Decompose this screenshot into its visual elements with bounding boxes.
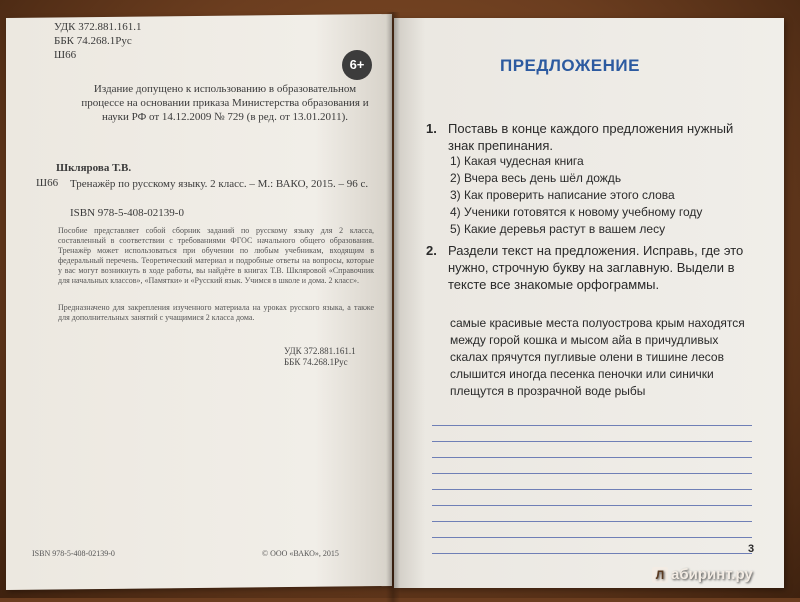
list-item: 5) Какие деревья растут в вашем лесу (450, 222, 666, 236)
list-item: 3) Как проверить написание этого слова (450, 188, 675, 202)
footer-copyright: © ООО «ВАКО», 2015 (262, 549, 339, 558)
udc-code: УДК 372.881.161.1 (54, 21, 142, 33)
book-gutter (386, 12, 400, 602)
bbk-code: ББК 74.268.1Рус (54, 35, 132, 47)
isbn: ISBN 978-5-408-02139-0 (70, 207, 184, 219)
watermark-text: абиринт.ру (671, 566, 753, 583)
approval-notice: Издание допущено к использованию в образовательном процессе на основании приказа Министерства образования и науки РФ от 14.12.2009 № 729 (в ред. от 13.01.2011). (81, 83, 369, 123)
task-2 (426, 242, 746, 293)
footer-isbn: ISBN 978-5-408-02139-0 (32, 549, 115, 558)
codes-repeat (284, 346, 356, 368)
writing-line[interactable] (432, 426, 752, 442)
task-1-number: 1. (426, 121, 437, 136)
writing-line[interactable] (432, 522, 752, 538)
writing-line[interactable] (432, 410, 752, 426)
author-name: Шклярова Т.В. (56, 162, 132, 174)
task-2-number: 2. (426, 243, 437, 258)
task-2-text: Раздели текст на предложения. Исправь, где это нужно, строчную букву на заглавную. Выдели в тексте все знакомые орфограммы. (448, 243, 744, 292)
list-item: 2) Вчера весь день шёл дождь (450, 171, 622, 185)
annotation-purpose: Предназначено для закрепления изученного материала на уроках русского языка, а также для дополнительных занятий с учащимися 2 класса дома. (58, 303, 374, 322)
udc-block (54, 20, 142, 62)
udc-code-repeat: УДК 372.881.161.1 (284, 346, 356, 356)
annotation: Пособие представляет собой сборник заданий по русскому языку для 2 класса, составленный в соответствии с требованиями ФГОС начального общего образования. Тренажёр может использоваться при обучении по любым учебникам, входящим в федеральный перечень. Теоретический материал и подробные ответы на вопросы, которые у вас могут возникнуть в ходе работы, вы найдёте в книгах Т.В. Шкляровой «Справочник для начальных классов», «Памятки» и «Русский язык. Учимся в школе и дома. 2 класс». (58, 226, 374, 285)
bbk-code-repeat: ББК 74.268.1Рус (284, 357, 348, 367)
writing-line[interactable] (432, 458, 752, 474)
watermark (652, 566, 753, 583)
task-1-text: Поставь в конце каждого предложения нужный знак препинания. (448, 121, 734, 153)
age-rating-badge: 6+ (342, 50, 372, 80)
labirint-logo-icon: Л (652, 567, 668, 583)
page-title: ПРЕДЛОЖЕНИЕ (500, 56, 640, 75)
writing-line[interactable] (432, 442, 752, 458)
task-1 (426, 120, 746, 154)
writing-lines[interactable] (432, 410, 752, 545)
task-1-items (450, 153, 702, 238)
writing-line[interactable] (432, 490, 752, 506)
writing-line[interactable] (432, 506, 752, 522)
author-mark: Ш66 (54, 49, 77, 61)
biblio-code: Ш66 (36, 177, 59, 189)
list-item: 1) Какая чудесная книга (450, 154, 584, 168)
list-item: 4) Ученики готовятся к новому учебному году (450, 205, 703, 219)
bibliographic-record: Тренажёр по русскому языку. 2 класс. – М.: ВАКО, 2015. – 96 с. (70, 178, 369, 190)
writing-line[interactable] (432, 538, 755, 555)
task-2-passage: самые красивые места полуострова крым находятся между горой кошка и мысом айа в причудливых скалах прячутся пугливые олени в тишине лесов слышится иногда песенка пеночки или синички плещутся в прозрачной воде рыбы (450, 316, 745, 398)
page-number: 3 (748, 543, 755, 555)
writing-line[interactable] (432, 474, 752, 490)
